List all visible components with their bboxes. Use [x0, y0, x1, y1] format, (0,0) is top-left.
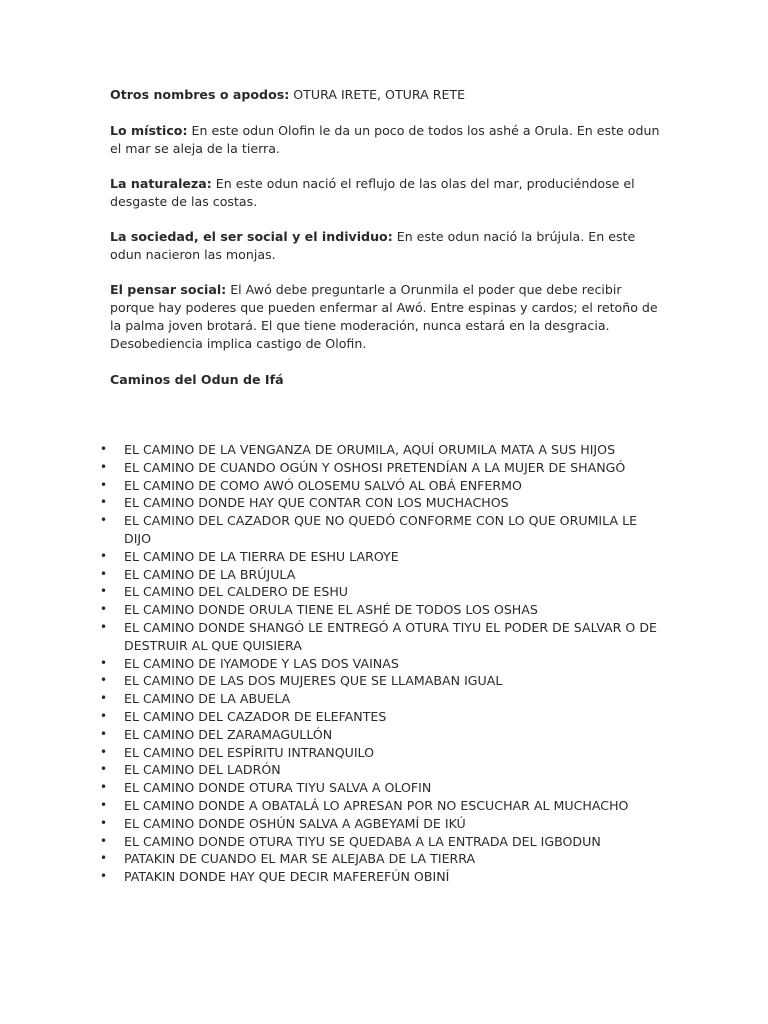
paragraph-lo-mistico [110, 122, 666, 158]
list-item [0, 655, 768, 673]
camino-text: EL CAMINO DEL LADRÓN [124, 762, 281, 778]
bullet-icon: • [100, 762, 108, 777]
list-item [0, 548, 768, 566]
text-la-naturaleza: En este odun nació el reflujo de las olas del mar, produciéndose el desgaste de las costas. [110, 176, 635, 209]
list-item [0, 850, 768, 868]
label-lo-mistico: Lo místico: [110, 123, 188, 138]
list-item [0, 708, 768, 726]
bullet-icon: • [100, 691, 108, 706]
camino-text: EL CAMINO DE CUANDO OGÚN Y OSHOSI PRETENDÍAN A LA MUJER DE SHANGÓ [124, 459, 626, 475]
bullet-icon: • [100, 619, 108, 634]
bullet-icon: • [100, 602, 108, 617]
list-item [0, 744, 768, 762]
bullet-icon: • [100, 495, 108, 510]
list-item [0, 761, 768, 779]
label-la-sociedad: La sociedad, el ser social y el individuo: [110, 229, 393, 244]
list-item [0, 566, 768, 584]
camino-text: EL CAMINO DEL CAZADOR DE ELEFANTES [124, 708, 387, 724]
bullet-icon: • [100, 548, 108, 563]
bullet-icon: • [100, 851, 108, 866]
camino-text: PATAKIN DE CUANDO EL MAR SE ALEJABA DE LA TIERRA [124, 851, 476, 867]
bullet-icon: • [100, 726, 108, 741]
list-item [0, 797, 768, 815]
paragraph-el-pensar-social [110, 281, 666, 353]
list-item [0, 672, 768, 690]
bullet-icon: • [100, 477, 108, 492]
camino-text: EL CAMINO DEL CALDERO DE ESHU [124, 584, 349, 600]
caminos-heading: Caminos del Odun de Ifá [110, 372, 284, 387]
bullet-icon: • [100, 833, 108, 848]
paragraph-la-sociedad [110, 228, 666, 264]
list-item [0, 779, 768, 797]
bullet-icon: • [100, 655, 108, 670]
camino-text: EL CAMINO DE LAS DOS MUJERES QUE SE LLAMABAN IGUAL [124, 673, 503, 689]
bullet-icon: • [100, 673, 108, 688]
paragraph-otros-nombres [110, 86, 666, 104]
text-otros-nombres: OTURA IRETE, OTURA RETE [289, 87, 466, 102]
camino-text: EL CAMINO DE COMO AWÓ OLOSEMU SALVÓ AL OBÁ ENFERMO [124, 477, 522, 493]
camino-text: PATAKIN DONDE HAY QUE DECIR MAFEREFÚN OBINÍ [124, 869, 450, 885]
list-item [0, 833, 768, 851]
camino-text: EL CAMINO DONDE OTURA TIYU SE QUEDABA A LA ENTRADA DEL IGBODUN [124, 833, 601, 849]
bullet-icon: • [100, 708, 108, 723]
camino-text: EL CAMINO DONDE ORULA TIENE EL ASHÉ DE TODOS LOS OSHAS [124, 602, 538, 618]
bullet-icon: • [100, 797, 108, 812]
list-item [0, 512, 768, 548]
list-item [0, 815, 768, 833]
list-item [0, 583, 768, 601]
camino-text: EL CAMINO DEL ESPÍRITU INTRANQUILO [124, 744, 375, 760]
bullet-icon: • [100, 584, 108, 599]
text-la-sociedad: En este odun nació la brújula. En este odun nacieron las monjas. [110, 229, 636, 262]
label-la-naturaleza: La naturaleza: [110, 176, 212, 191]
list-item [0, 690, 768, 708]
label-el-pensar-social: El pensar social: [110, 282, 227, 297]
bullet-icon: • [100, 780, 108, 795]
bullet-icon: • [100, 566, 108, 581]
text-lo-mistico: En este odun Olofin le da un poco de todos los ashé a Orula. En este odun el mar se aleja de la tierra. [110, 123, 660, 156]
caminos-list [0, 441, 768, 886]
list-item [0, 619, 768, 655]
list-item [0, 726, 768, 744]
camino-text: EL CAMINO DE LA ABUELA [124, 691, 291, 707]
camino-text: EL CAMINO DE LA TIERRA DE ESHU LAROYE [124, 548, 399, 564]
bullet-icon: • [100, 869, 108, 884]
bullet-icon: • [100, 744, 108, 759]
camino-text: EL CAMINO DONDE SHANGÓ LE ENTREGÓ A OTURA TIYU EL PODER DE SALVAR O DE DESTRUIR AL QUE QUISIERA [124, 619, 657, 653]
label-otros-nombres: Otros nombres o apodos: [110, 87, 290, 102]
camino-text: EL CAMINO DONDE OSHÚN SALVA A AGBEYAMÍ DE IKÚ [124, 815, 466, 831]
list-item [0, 441, 768, 459]
bullet-icon: • [100, 513, 108, 528]
camino-text: EL CAMINO DE LA BRÚJULA [124, 566, 296, 582]
camino-text: EL CAMINO DEL CAZADOR QUE NO QUEDÓ CONFORME CON LO QUE ORUMILA LE DIJO [124, 513, 638, 546]
camino-text: EL CAMINO DONDE OTURA TIYU SALVA A OLOFIN [124, 780, 432, 796]
bullet-icon: • [100, 442, 108, 456]
list-item [0, 494, 768, 512]
paragraph-la-naturaleza [110, 175, 666, 211]
text-el-pensar-social: El Awó debe preguntarle a Orunmila el poder que debe recibir porque hay poderes que pueden enfermar al Awó. Entre espinas y cardos; el retoño de la palma joven brotará. El que tiene moderación, nunca estará en la desgracia. Desobediencia implica castigo de Olofin. [110, 282, 658, 351]
camino-text: EL CAMINO DE LA VENGANZA DE ORUMILA, AQUÍ ORUMILA MATA A SUS HIJOS [124, 442, 616, 457]
bullet-icon: • [100, 815, 108, 830]
camino-text: EL CAMINO DE IYAMODE Y LAS DOS VAINAS [124, 655, 399, 671]
list-item [0, 868, 768, 886]
list-item [0, 601, 768, 619]
list-item [0, 459, 768, 477]
bullet-icon: • [100, 459, 108, 474]
camino-text: EL CAMINO DEL ZARAMAGULLÓN [124, 726, 333, 742]
camino-text: EL CAMINO DONDE A OBATALÁ LO APRESAN POR NO ESCUCHAR AL MUCHACHO [124, 797, 629, 813]
list-item [0, 477, 768, 495]
camino-text: EL CAMINO DONDE HAY QUE CONTAR CON LOS MUCHACHOS [124, 495, 509, 511]
